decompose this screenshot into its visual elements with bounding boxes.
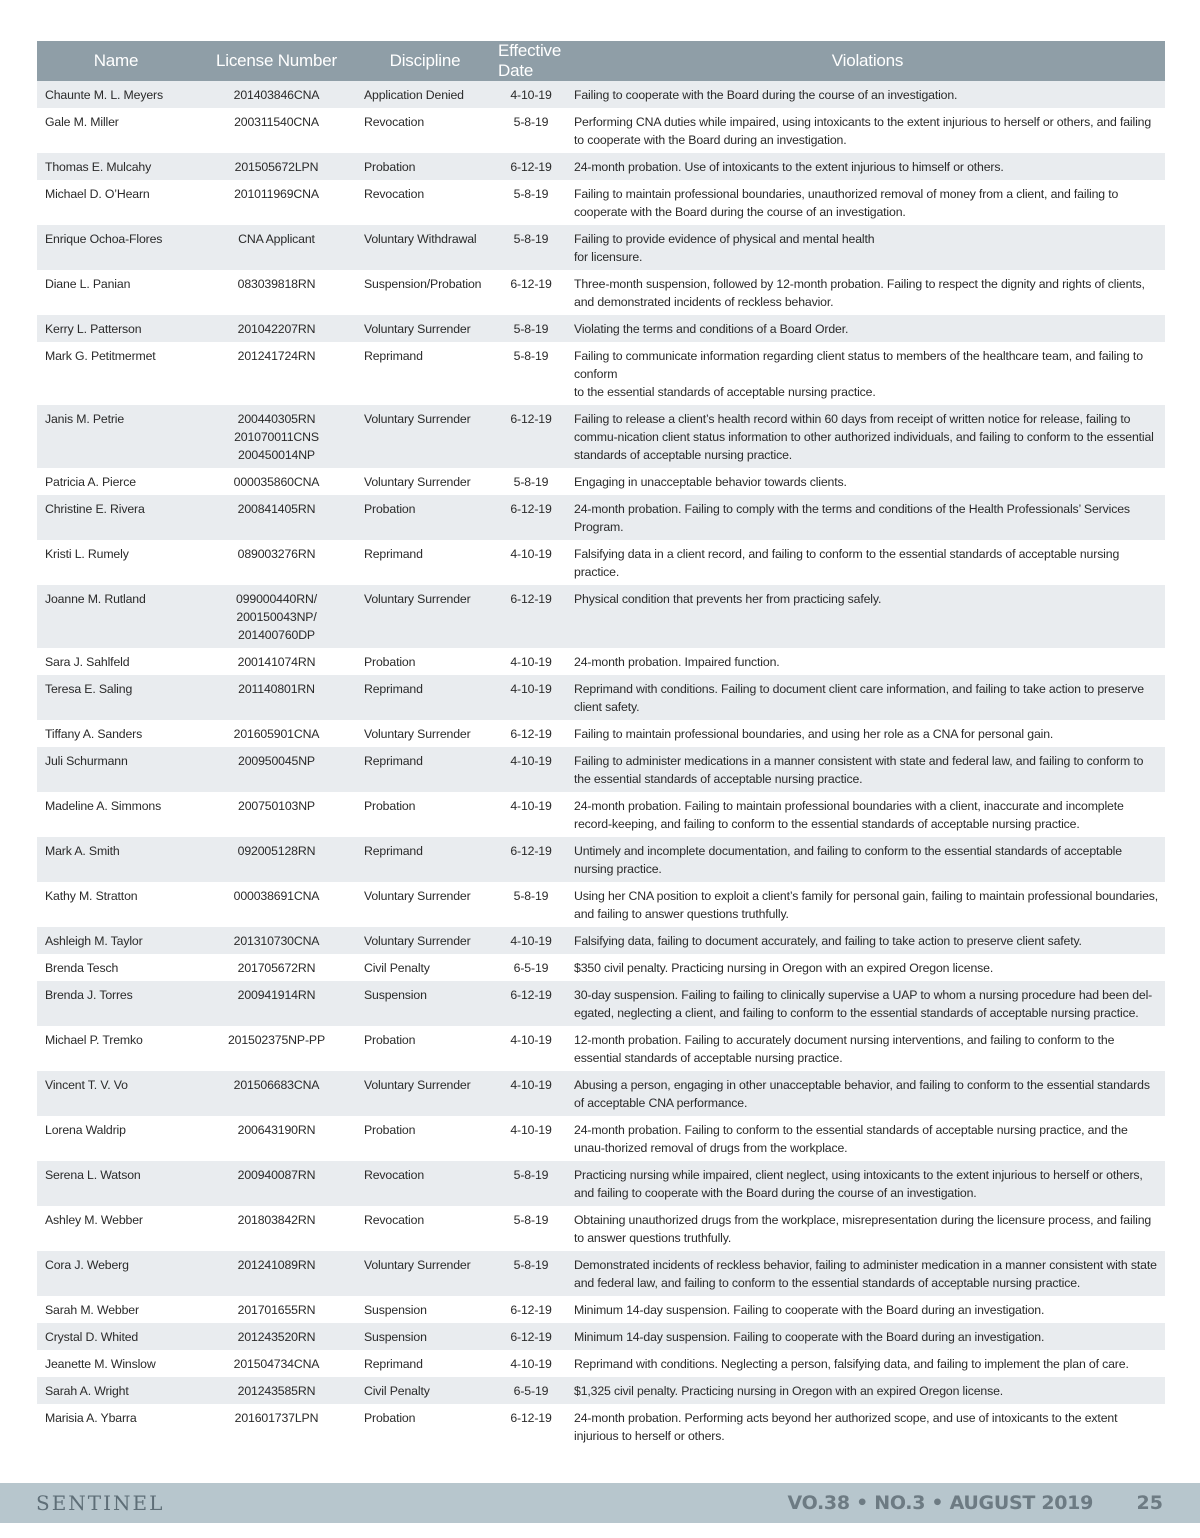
table-row <box>37 1404 1165 1449</box>
cell-license-number <box>195 81 358 108</box>
license-number: 200940087RN <box>237 1168 316 1182</box>
table-row <box>37 1071 1165 1116</box>
cell-discipline: Revocation <box>358 108 492 153</box>
cell-violations: Abusing a person, engaging in other unacceptable behavior, and failing to conform to the essential standards of acceptable CNA performance. <box>570 1071 1165 1116</box>
table-row <box>37 81 1165 108</box>
cell-name: Michael D. O’Hearn <box>37 180 195 225</box>
cell-effective-date: 5-8-19 <box>492 882 570 927</box>
cell-license-number <box>195 495 358 540</box>
cell-violations: Failing to maintain professional boundaries, and using her role as a CNA for personal gain. <box>570 720 1165 747</box>
discipline-table <box>37 41 1165 1449</box>
table-row <box>37 882 1165 927</box>
cell-discipline: Voluntary Withdrawal <box>358 225 492 270</box>
publication-brand: SENTINEL <box>36 1491 165 1515</box>
cell-discipline: Civil Penalty <box>358 1377 492 1404</box>
cell-effective-date: 6-5-19 <box>492 954 570 981</box>
table-row <box>37 405 1165 468</box>
cell-discipline: Revocation <box>358 180 492 225</box>
license-number: 200750103NP <box>238 799 315 813</box>
cell-violations: 24-month probation. Failing to maintain professional boundaries with a client, inaccurate and incomplete record-keeping, and failing to conform to the essential standards of acceptable nursing practice. <box>570 792 1165 837</box>
license-number: 200141074RN <box>237 655 316 669</box>
cell-license-number <box>195 837 358 882</box>
cell-name: Patricia A. Pierce <box>37 468 195 495</box>
cell-discipline: Voluntary Surrender <box>358 468 492 495</box>
cell-license-number <box>195 1026 358 1071</box>
table-row <box>37 315 1165 342</box>
cell-violations: 30-day suspension. Failing to failing to clinically supervise a UAP to whom a nursing procedure had been del-egated, neglecting a client, and failing to conform to the essential standards of acceptable nursing practice. <box>570 981 1165 1026</box>
cell-discipline: Voluntary Surrender <box>358 315 492 342</box>
table-row <box>37 1377 1165 1404</box>
cell-license-number <box>195 1161 358 1206</box>
cell-name: Brenda J. Torres <box>37 981 195 1026</box>
cell-effective-date: 4-10-19 <box>492 927 570 954</box>
cell-name: Joanne M. Rutland <box>37 585 195 648</box>
table-row <box>37 648 1165 675</box>
table-row <box>37 1251 1165 1296</box>
table-row <box>37 585 1165 648</box>
cell-violations: Engaging in unacceptable behavior towards clients. <box>570 468 1165 495</box>
license-number: 201403846CNA <box>233 88 320 102</box>
cell-effective-date: 4-10-19 <box>492 675 570 720</box>
cell-discipline: Reprimand <box>358 540 492 585</box>
cell-license-number <box>195 954 358 981</box>
license-number: 201042207RN <box>237 322 316 336</box>
cell-name: Vincent T. V. Vo <box>37 1071 195 1116</box>
license-number: 201241724RN <box>237 349 316 363</box>
cell-violations: $1,325 civil penalty. Practicing nursing in Oregon with an expired Oregon license. <box>570 1377 1165 1404</box>
cell-discipline: Probation <box>358 1026 492 1071</box>
table-row <box>37 342 1165 405</box>
license-number: 201504734CNA <box>233 1357 320 1371</box>
cell-discipline: Reprimand <box>358 675 492 720</box>
cell-license-number <box>195 180 358 225</box>
license-number: 201701655RN <box>237 1303 316 1317</box>
table-row <box>37 792 1165 837</box>
cell-effective-date: 5-8-19 <box>492 342 570 405</box>
license-number: 092005128RN <box>237 844 316 858</box>
cell-violations: $350 civil penalty. Practicing nursing in Oregon with an expired Oregon license. <box>570 954 1165 981</box>
cell-license-number <box>195 1323 358 1350</box>
cell-license-number <box>195 1404 358 1449</box>
cell-effective-date: 6-12-19 <box>492 981 570 1026</box>
cell-license-number <box>195 270 358 315</box>
header-violations: Violations <box>570 41 1165 81</box>
cell-name: Jeanette M. Winslow <box>37 1350 195 1377</box>
cell-violations: Performing CNA duties while impaired, using intoxicants to the extent injurious to herself or others, and failing to cooperate with the Board during an investigation. <box>570 108 1165 153</box>
license-number: 099000440RN/ <box>236 592 317 606</box>
cell-violations: Falsifying data, failing to document accurately, and failing to take action to preserve client safety. <box>570 927 1165 954</box>
header-effective-date: Effective Date <box>492 41 570 81</box>
cell-discipline: Revocation <box>358 1206 492 1251</box>
cell-license-number <box>195 648 358 675</box>
cell-name: Juli Schurmann <box>37 747 195 792</box>
cell-violations: Untimely and incomplete documentation, and failing to conform to the essential standards of acceptable nursing practice. <box>570 837 1165 882</box>
cell-license-number <box>195 675 358 720</box>
cell-effective-date: 6-12-19 <box>492 837 570 882</box>
cell-discipline: Voluntary Surrender <box>358 927 492 954</box>
cell-effective-date: 6-12-19 <box>492 585 570 648</box>
cell-violations: Failing to maintain professional boundaries, unauthorized removal of money from a client, and failing to cooperate with the Board during the course of an investigation. <box>570 180 1165 225</box>
cell-name: Ashley M. Webber <box>37 1206 195 1251</box>
cell-effective-date: 4-10-19 <box>492 1071 570 1116</box>
page-footer <box>0 1483 1200 1523</box>
cell-effective-date: 5-8-19 <box>492 468 570 495</box>
license-number: 200841405RN <box>237 502 316 516</box>
cell-effective-date: 6-12-19 <box>492 270 570 315</box>
cell-violations: Three-month suspension, followed by 12-month probation. Failing to respect the dignity and rights of clients, and demonstrated incidents of reckless behavior. <box>570 270 1165 315</box>
cell-discipline: Voluntary Surrender <box>358 720 492 747</box>
license-number: 201502375NP-PP <box>227 1033 326 1047</box>
cell-license-number <box>195 315 358 342</box>
cell-effective-date: 6-5-19 <box>492 1377 570 1404</box>
header-license-number: License Number <box>195 41 358 81</box>
license-number: 200643190RN <box>237 1123 316 1137</box>
cell-license-number <box>195 1251 358 1296</box>
cell-license-number <box>195 927 358 954</box>
cell-effective-date: 6-12-19 <box>492 720 570 747</box>
cell-effective-date: 4-10-19 <box>492 81 570 108</box>
cell-discipline: Probation <box>358 495 492 540</box>
cell-violations: Failing to administer medications in a manner consistent with state and federal law, and failing to conform to the essential standards of acceptable nursing practice. <box>570 747 1165 792</box>
cell-name: Thomas E. Mulcahy <box>37 153 195 180</box>
cell-effective-date: 4-10-19 <box>492 747 570 792</box>
cell-effective-date: 4-10-19 <box>492 1116 570 1161</box>
cell-effective-date: 5-8-19 <box>492 225 570 270</box>
cell-discipline: Reprimand <box>358 342 492 405</box>
header-discipline: Discipline <box>358 41 492 81</box>
table-row <box>37 1026 1165 1071</box>
license-number: 000038691CNA <box>233 889 320 903</box>
discipline-table-container <box>37 41 1165 1449</box>
table-row <box>37 540 1165 585</box>
license-number: 201505672LPN <box>234 160 319 174</box>
cell-violations: Failing to provide evidence of physical and mental health for licensure. <box>570 225 1165 270</box>
cell-discipline: Reprimand <box>358 1350 492 1377</box>
cell-license-number <box>195 1377 358 1404</box>
license-number: 201243585RN <box>237 1384 316 1398</box>
cell-violations: Minimum 14-day suspension. Failing to cooperate with the Board during an investigation. <box>570 1323 1165 1350</box>
license-number: 201803842RN <box>237 1213 316 1227</box>
license-number: 200150043NP/ <box>236 610 317 624</box>
table-body <box>37 81 1165 1449</box>
license-number: 201310730CNA <box>233 934 320 948</box>
cell-license-number <box>195 1296 358 1323</box>
cell-violations: Physical condition that prevents her from practicing safely. <box>570 585 1165 648</box>
cell-license-number <box>195 1206 358 1251</box>
table-row <box>37 1296 1165 1323</box>
cell-violations: 12-month probation. Failing to accurately document nursing interventions, and failing to conform to the essential standards of acceptable nursing practice. <box>570 1026 1165 1071</box>
cell-discipline: Voluntary Surrender <box>358 1071 492 1116</box>
cell-discipline: Probation <box>358 153 492 180</box>
license-number: 200941914RN <box>237 988 316 1002</box>
cell-license-number <box>195 108 358 153</box>
cell-discipline: Suspension/Probation <box>358 270 492 315</box>
license-number: 200450014NP <box>238 448 315 462</box>
license-number: 201011969CNA <box>234 187 319 201</box>
cell-license-number <box>195 1116 358 1161</box>
cell-license-number <box>195 342 358 405</box>
cell-name: Lorena Waldrip <box>37 1116 195 1161</box>
cell-violations: 24-month probation. Impaired function. <box>570 648 1165 675</box>
cell-name: Diane L. Panian <box>37 270 195 315</box>
license-number: 201601737LPN <box>234 1411 319 1425</box>
license-number: 201070011CNS <box>234 430 319 444</box>
cell-effective-date: 5-8-19 <box>492 1206 570 1251</box>
table-row <box>37 720 1165 747</box>
table-row <box>37 1323 1165 1350</box>
table-row <box>37 675 1165 720</box>
cell-violations: 24-month probation. Performing acts beyond her authorized scope, and use of intoxicants to the extent injurious to herself or others. <box>570 1404 1165 1449</box>
cell-name: Enrique Ochoa-Flores <box>37 225 195 270</box>
cell-name: Crystal D. Whited <box>37 1323 195 1350</box>
cell-license-number <box>195 882 358 927</box>
cell-license-number <box>195 747 358 792</box>
cell-discipline: Probation <box>358 792 492 837</box>
cell-discipline: Voluntary Surrender <box>358 882 492 927</box>
license-number: 201243520RN <box>237 1330 316 1344</box>
cell-violations: Failing to release a client’s health record within 60 days from receipt of written notice for release, failing to commu-nication client status information to other authorized individuals, and failing to conform to the essential standards of acceptable nursing practice. <box>570 405 1165 468</box>
license-number: 201400760DP <box>238 628 315 642</box>
cell-violations: 24-month probation. Failing to comply with the terms and conditions of the Health Professionals’ Services Program. <box>570 495 1165 540</box>
cell-violations: 24-month probation. Failing to conform to the essential standards of acceptable nursing practice, and the unau-thorized removal of drugs from the workplace. <box>570 1116 1165 1161</box>
cell-license-number <box>195 153 358 180</box>
cell-discipline: Application Denied <box>358 81 492 108</box>
cell-discipline: Probation <box>358 648 492 675</box>
table-row <box>37 225 1165 270</box>
license-number: 000035860CNA <box>233 475 320 489</box>
table-row <box>37 747 1165 792</box>
cell-discipline: Voluntary Surrender <box>358 585 492 648</box>
header-name: Name <box>37 41 195 81</box>
cell-effective-date: 4-10-19 <box>492 792 570 837</box>
table-row <box>37 108 1165 153</box>
license-number: 200311540CNA <box>234 115 319 129</box>
cell-discipline: Probation <box>358 1116 492 1161</box>
table-row <box>37 1206 1165 1251</box>
cell-effective-date: 6-12-19 <box>492 495 570 540</box>
cell-effective-date: 4-10-19 <box>492 648 570 675</box>
cell-name: Sarah M. Webber <box>37 1296 195 1323</box>
cell-license-number <box>195 405 358 468</box>
cell-license-number <box>195 1350 358 1377</box>
cell-effective-date: 5-8-19 <box>492 108 570 153</box>
cell-name: Cora J. Weberg <box>37 1251 195 1296</box>
cell-name: Janis M. Petrie <box>37 405 195 468</box>
cell-name: Serena L. Watson <box>37 1161 195 1206</box>
license-number: CNA Applicant <box>238 232 315 246</box>
cell-effective-date: 5-8-19 <box>492 1251 570 1296</box>
cell-name: Ashleigh M. Taylor <box>37 927 195 954</box>
cell-effective-date: 4-10-19 <box>492 540 570 585</box>
cell-violations: Obtaining unauthorized drugs from the workplace, misrepresentation during the licensure process, and failing to answer questions truthfully. <box>570 1206 1165 1251</box>
cell-license-number <box>195 1071 358 1116</box>
cell-name: Marisia A. Ybarra <box>37 1404 195 1449</box>
table-header-row <box>37 41 1165 81</box>
cell-violations: 24-month probation. Use of intoxicants to the extent injurious to himself or others. <box>570 153 1165 180</box>
table-row <box>37 180 1165 225</box>
cell-name: Christine E. Rivera <box>37 495 195 540</box>
cell-discipline: Suspension <box>358 1323 492 1350</box>
cell-license-number <box>195 792 358 837</box>
cell-name: Kristi L. Rumely <box>37 540 195 585</box>
cell-violations: Reprimand with conditions. Failing to document client care information, and failing to take action to preserve client safety. <box>570 675 1165 720</box>
cell-license-number <box>195 981 358 1026</box>
cell-violations: Violating the terms and conditions of a Board Order. <box>570 315 1165 342</box>
license-number: 201241089RN <box>237 1258 316 1272</box>
cell-discipline: Civil Penalty <box>358 954 492 981</box>
cell-discipline: Probation <box>358 1404 492 1449</box>
cell-name: Teresa E. Saling <box>37 675 195 720</box>
cell-license-number <box>195 585 358 648</box>
cell-name: Michael P. Tremko <box>37 1026 195 1071</box>
license-number: 201605901CNA <box>233 727 320 741</box>
cell-effective-date: 6-12-19 <box>492 1296 570 1323</box>
cell-violations: Failing to communicate information regarding client status to members of the healthcare team, and failing to conform to the essential standards of acceptable nursing practice. <box>570 342 1165 405</box>
cell-effective-date: 6-12-19 <box>492 153 570 180</box>
cell-effective-date: 5-8-19 <box>492 180 570 225</box>
cell-violations: Reprimand with conditions. Neglecting a person, falsifying data, and failing to implement the plan of care. <box>570 1350 1165 1377</box>
license-number: 083039818RN <box>237 277 316 291</box>
cell-effective-date: 6-12-19 <box>492 1323 570 1350</box>
cell-violations: Falsifying data in a client record, and failing to conform to the essential standards of acceptable nursing practice. <box>570 540 1165 585</box>
table-row <box>37 837 1165 882</box>
cell-name: Madeline A. Simmons <box>37 792 195 837</box>
cell-discipline: Revocation <box>358 1161 492 1206</box>
cell-name: Gale M. Miller <box>37 108 195 153</box>
cell-license-number <box>195 540 358 585</box>
table-row <box>37 927 1165 954</box>
issue-info: VO.38 • NO.3 • AUGUST 2019 <box>787 1492 1093 1514</box>
table-row <box>37 981 1165 1026</box>
table-row <box>37 153 1165 180</box>
cell-violations: Practicing nursing while impaired, client neglect, using intoxicants to the extent injurious to herself or others, and failing to cooperate with the Board during the course of an investigation. <box>570 1161 1165 1206</box>
license-number: 201506683CNA <box>233 1078 320 1092</box>
cell-effective-date: 4-10-19 <box>492 1350 570 1377</box>
cell-name: Kerry L. Patterson <box>37 315 195 342</box>
license-number: 089003276RN <box>237 547 316 561</box>
table-row <box>37 468 1165 495</box>
cell-violations: Demonstrated incidents of reckless behavior, failing to administer medication in a manner consistent with state and federal law, and failing to conform to the essential standards of acceptable nursing practice. <box>570 1251 1165 1296</box>
cell-violations: Using her CNA position to exploit a client’s family for personal gain, failing to maintain professional boundaries, and failing to answer questions truthfully. <box>570 882 1165 927</box>
cell-violations: Minimum 14-day suspension. Failing to cooperate with the Board during an investigation. <box>570 1296 1165 1323</box>
cell-name: Sarah A. Wright <box>37 1377 195 1404</box>
cell-name: Mark A. Smith <box>37 837 195 882</box>
cell-discipline: Reprimand <box>358 837 492 882</box>
cell-effective-date: 6-12-19 <box>492 405 570 468</box>
cell-license-number <box>195 468 358 495</box>
license-number: 200950045NP <box>238 754 315 768</box>
table-row <box>37 270 1165 315</box>
cell-name: Mark G. Petitmermet <box>37 342 195 405</box>
license-number: 201705672RN <box>237 961 316 975</box>
license-number: 200440305RN <box>237 412 316 426</box>
cell-name: Kathy M. Stratton <box>37 882 195 927</box>
cell-effective-date: 4-10-19 <box>492 1026 570 1071</box>
cell-discipline: Suspension <box>358 1296 492 1323</box>
table-row <box>37 954 1165 981</box>
table-row <box>37 1350 1165 1377</box>
page-number: 25 <box>1136 1492 1163 1514</box>
cell-effective-date: 5-8-19 <box>492 1161 570 1206</box>
cell-discipline: Voluntary Surrender <box>358 405 492 468</box>
table-row <box>37 495 1165 540</box>
license-number: 201140801RN <box>238 682 315 696</box>
cell-discipline: Suspension <box>358 981 492 1026</box>
cell-license-number <box>195 225 358 270</box>
table-row <box>37 1161 1165 1206</box>
cell-name: Chaunte M. L. Meyers <box>37 81 195 108</box>
cell-discipline: Reprimand <box>358 747 492 792</box>
cell-name: Tiffany A. Sanders <box>37 720 195 747</box>
table-row <box>37 1116 1165 1161</box>
cell-name: Sara J. Sahlfeld <box>37 648 195 675</box>
cell-name: Brenda Tesch <box>37 954 195 981</box>
cell-effective-date: 5-8-19 <box>492 315 570 342</box>
cell-violations: Failing to cooperate with the Board during the course of an investigation. <box>570 81 1165 108</box>
cell-discipline: Voluntary Surrender <box>358 1251 492 1296</box>
cell-effective-date: 6-12-19 <box>492 1404 570 1449</box>
cell-license-number <box>195 720 358 747</box>
